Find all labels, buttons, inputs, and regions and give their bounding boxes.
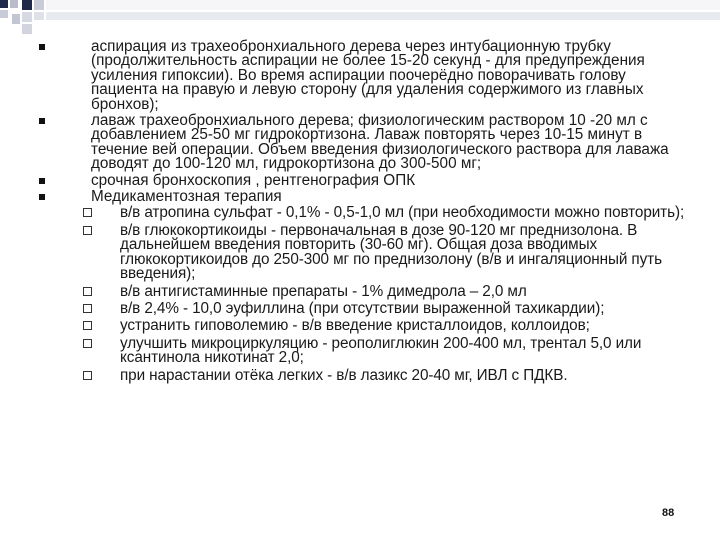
deco-square-light xyxy=(22,12,32,22)
square-bullet-icon xyxy=(39,118,45,124)
sub-list-item-text: устранить гиповолемию - в/в введение кристаллоидов, коллоидов; xyxy=(120,317,590,335)
sub-list-item xyxy=(120,282,690,300)
list-item xyxy=(91,171,691,189)
page-number: 88 xyxy=(662,507,675,519)
deco-square-light xyxy=(34,0,44,10)
deco-square-light xyxy=(34,12,44,20)
deco-strip xyxy=(46,12,720,20)
deco-strip-light xyxy=(46,0,720,10)
sub-list-item-text: в/в 2,4% - 10,0 эуфиллина (при отсутствии выраженной тахикардии); xyxy=(120,299,605,317)
square-bullet-icon xyxy=(39,178,45,184)
sub-list-item-text: улучшить микроциркуляцию - реополиглюкин 200-400 мл, трентал 5,0 или ксантинола никотинат 2,0; xyxy=(120,334,642,367)
deco-square-light xyxy=(0,10,8,18)
deco-square-dark xyxy=(0,0,8,8)
sub-list-item-text: в/в антигистаминные препараты - 1% димедрола – 2,0 мл xyxy=(120,282,527,300)
deco-square-light xyxy=(12,14,20,24)
deco-square-light xyxy=(22,24,32,34)
sub-list-item xyxy=(120,206,690,220)
hollow-square-bullet-icon xyxy=(83,226,92,235)
list-item xyxy=(91,40,691,112)
sub-list-item xyxy=(120,366,690,384)
sub-list-item-text: в/в атропина сульфат - 0,1% - 0,5-1,0 мл (при необходимости можно повторить); xyxy=(120,204,685,222)
hollow-square-bullet-icon xyxy=(83,321,92,330)
list-item xyxy=(91,190,691,204)
sub-list-item xyxy=(120,221,690,283)
sub-list-item-text: при нарастании отёка легких - в/в лазикс 20-40 мг, ИВЛ с ПДКВ. xyxy=(120,366,568,384)
sub-list-item-text: в/в глюкокортикоиды - первоначальная в дозе 90-120 мг преднизолона. В дальнейшем введения повторить (30-60 мг). Общая доза вводимых глюкокортикоидов до 250-300 мг по преднизолону (в/в и ингаляционный путь введения); xyxy=(120,221,662,283)
hollow-square-bullet-icon xyxy=(83,208,92,217)
hollow-square-bullet-icon xyxy=(83,339,92,348)
list-item-text: аспирация из трахеобронхиального дерева через интубационную трубку (продолжительность аспирации не более 15-20 секунд - для предупреждения усиления гипоксии). Во время аспирации поочерёдно поворачивать голову пациента на правую и левую сторону (для удаления содержимого из главных бронхов); xyxy=(91,38,645,113)
sub-list-item xyxy=(120,319,690,333)
deco-square-light xyxy=(10,0,18,8)
hollow-square-bullet-icon xyxy=(83,371,92,380)
list-item-text: Медикаментозная терапия xyxy=(91,188,282,206)
list-item-text: срочная бронхоскопия , рентгенография ОПК xyxy=(91,171,416,189)
hollow-square-bullet-icon xyxy=(83,287,92,296)
square-bullet-icon xyxy=(39,194,45,200)
list-item xyxy=(91,114,691,172)
deco-square-dark xyxy=(22,0,32,10)
slide-body xyxy=(0,40,720,386)
hollow-square-bullet-icon xyxy=(83,304,92,313)
square-bullet-icon xyxy=(39,44,45,50)
sub-list-item xyxy=(120,334,690,367)
header-decoration xyxy=(0,0,720,40)
list-item-text: лаваж трахеобронхиального дерева; физиологическим раствором 10 -20 мл с добавлением 25-50 мг гидрокортизона. Лаваж повторять через 10-15 минут в течение вей операции. Объем введения физиологического раствора для лаважа доводят до 100-120 мл, гидрокортизона до 300-500 мг; xyxy=(91,112,669,173)
sub-list-item xyxy=(120,299,690,317)
